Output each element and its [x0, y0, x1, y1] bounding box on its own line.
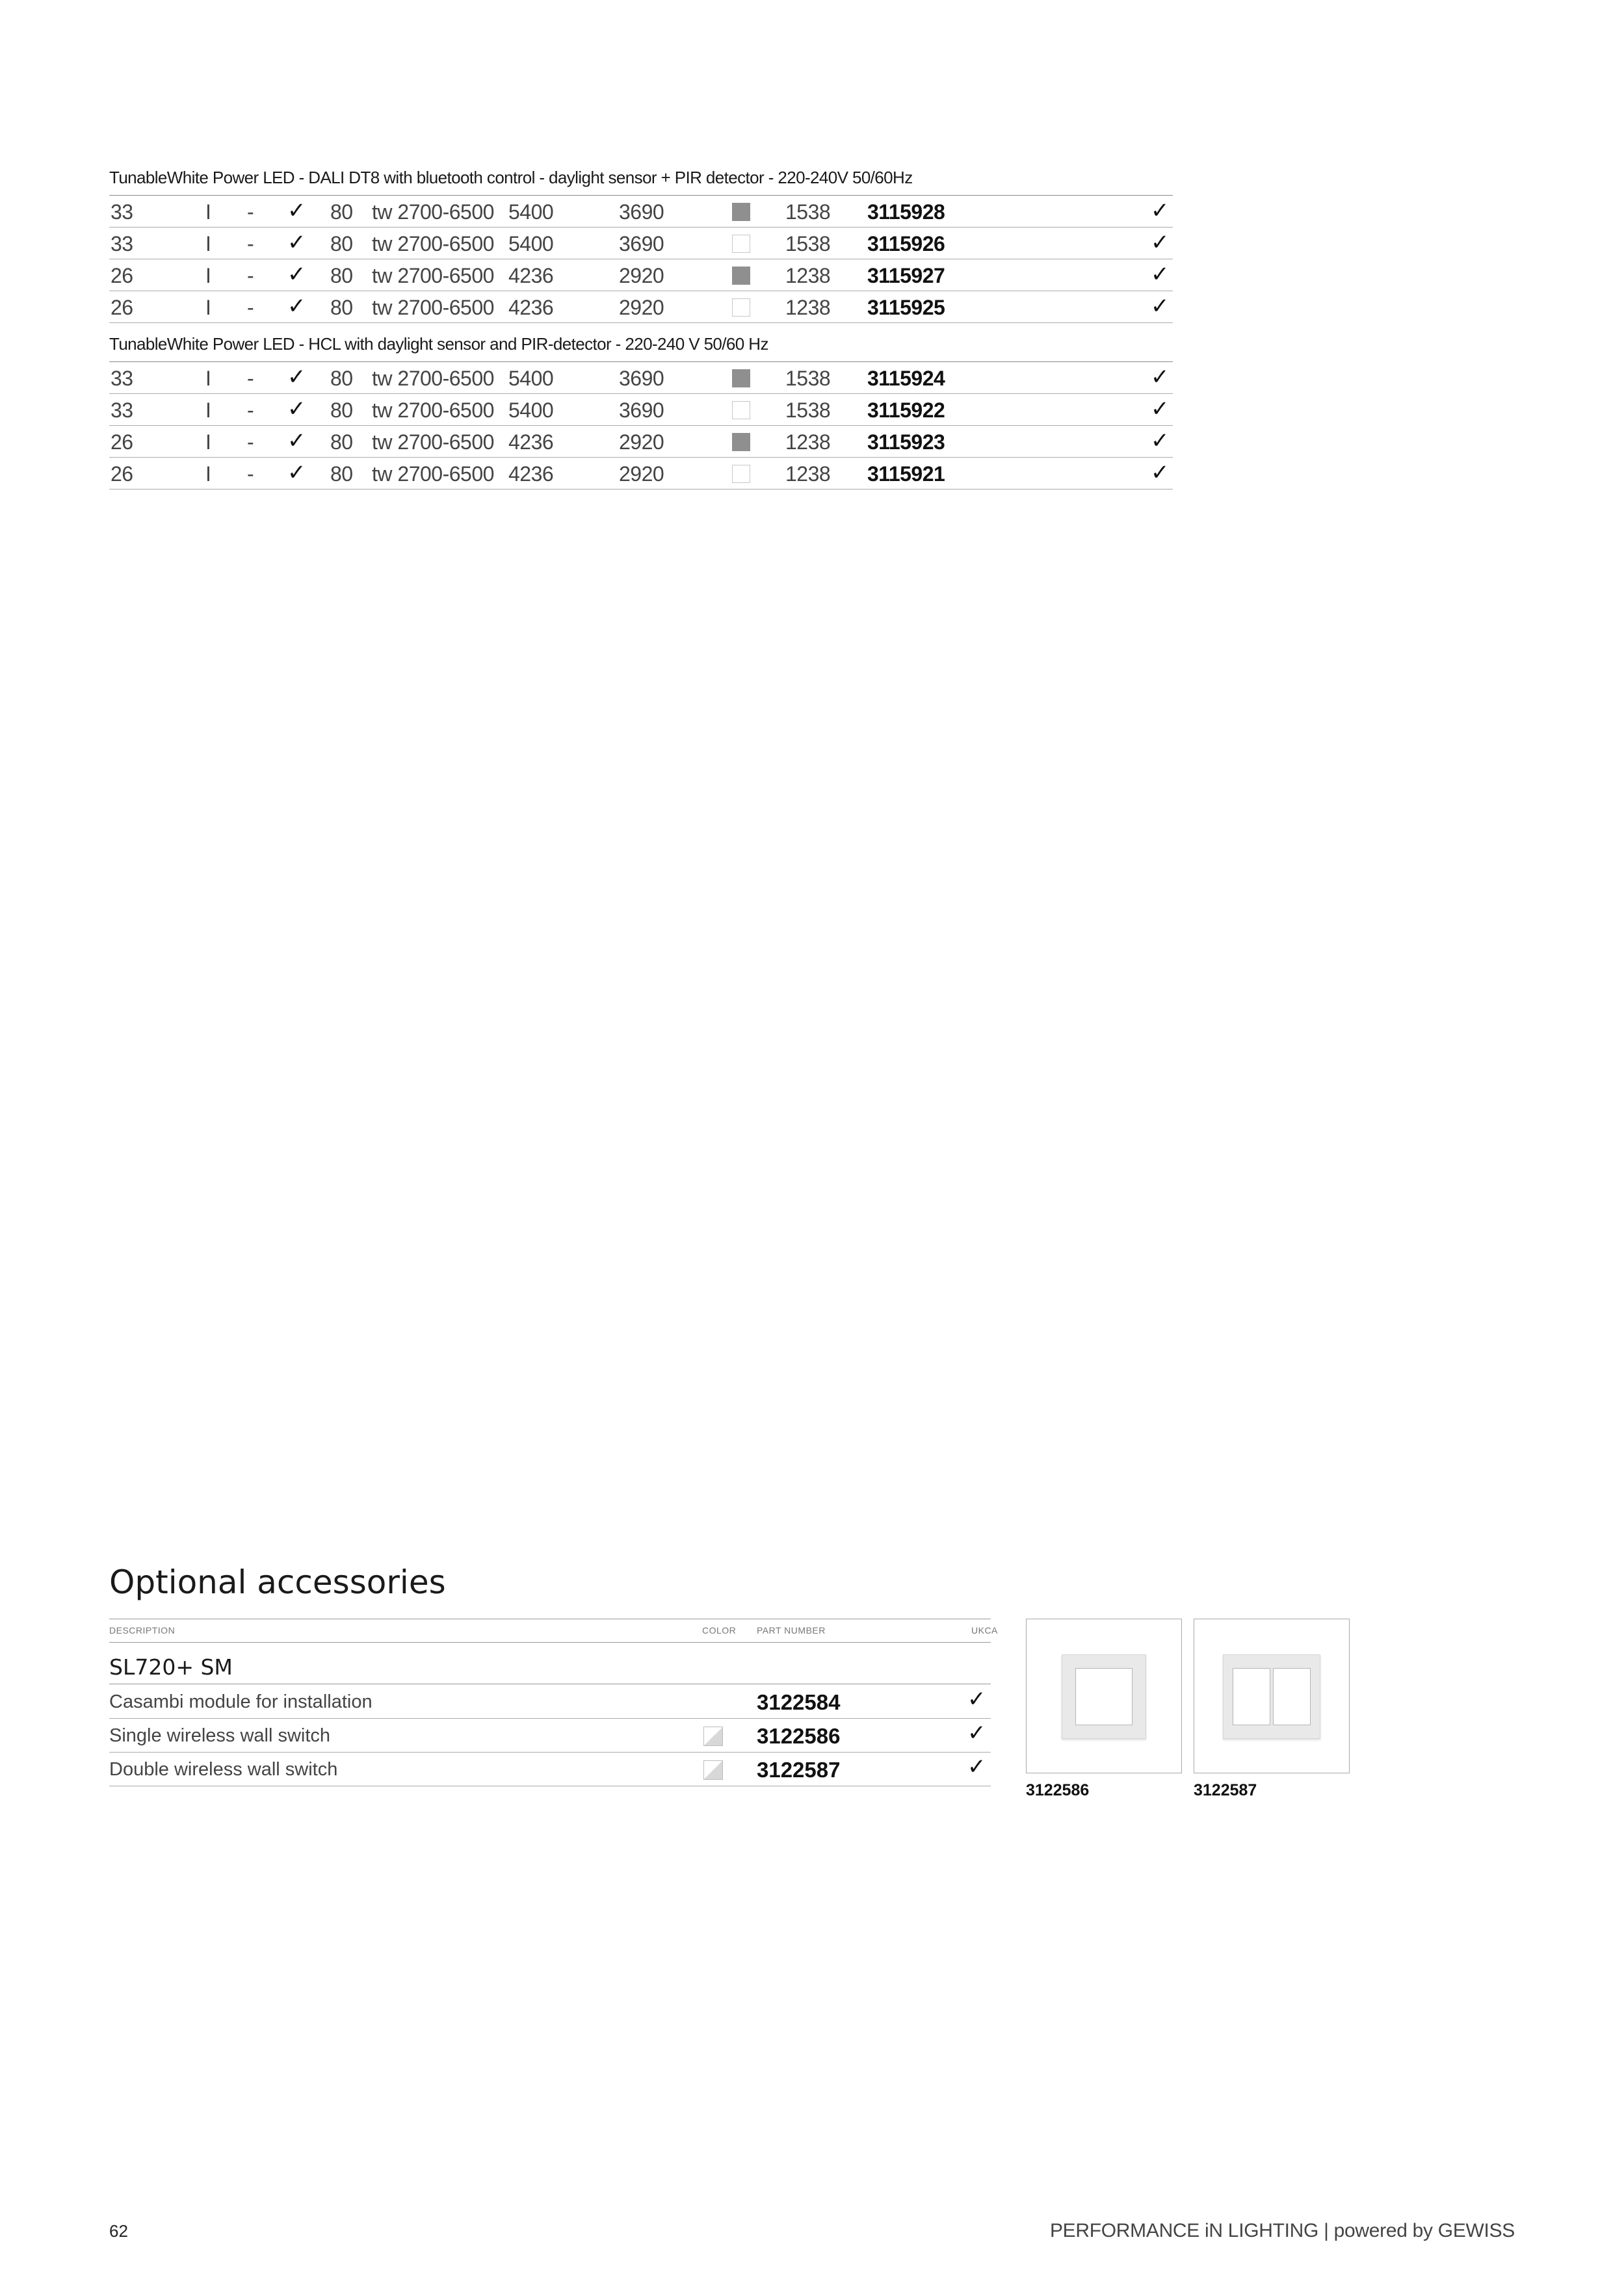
lumen-value: 3690	[619, 232, 664, 255]
power-value: 33	[111, 367, 133, 390]
header-description: DESCRIPTION	[109, 1625, 176, 1636]
thumbnail-caption: 3122587	[1194, 1781, 1257, 1799]
accessory-description: Casambi module for installation	[109, 1691, 373, 1712]
header-part-number: PART NUMBER	[757, 1625, 826, 1636]
dash-value: -	[247, 367, 254, 390]
accessory-row	[109, 1685, 991, 1719]
power-value: 26	[111, 430, 133, 454]
kelvin-value: 4236	[508, 462, 554, 486]
cri-value: 80	[330, 264, 353, 287]
power-value: 26	[111, 296, 133, 319]
kelvin-value: 5400	[508, 367, 554, 390]
ukca-check-icon: ✓	[1151, 428, 1169, 453]
length-value: 1238	[785, 462, 831, 486]
ukca-check-icon: ✓	[967, 1687, 986, 1712]
class-value: I	[205, 398, 211, 422]
thumbnail-caption: 3122586	[1026, 1781, 1090, 1799]
product-row	[109, 363, 1173, 394]
check-icon: ✓	[287, 428, 306, 453]
lumen-value: 2920	[619, 462, 664, 486]
cri-value: 80	[330, 398, 353, 422]
part-number: 3115926	[867, 232, 945, 255]
lumen-value: 2920	[619, 264, 664, 287]
switch-plate	[1223, 1654, 1320, 1739]
cri-value: 80	[330, 296, 353, 319]
kelvin-value: 4236	[508, 296, 554, 319]
ukca-check-icon: ✓	[1151, 230, 1169, 255]
class-value: I	[205, 232, 211, 255]
power-value: 33	[111, 232, 133, 255]
color-swatch-icon	[732, 203, 750, 221]
cri-value: 80	[330, 430, 353, 454]
class-value: I	[205, 367, 211, 390]
part-number: 3115928	[867, 200, 945, 224]
product-row	[109, 260, 1173, 291]
ukca-check-icon: ✓	[1151, 365, 1169, 389]
ukca-check-icon: ✓	[1151, 262, 1169, 287]
single-switch-thumbnail	[1026, 1619, 1182, 1773]
cri-value: 80	[330, 462, 353, 486]
section-rule	[109, 195, 1173, 196]
header-color: COLOR	[702, 1625, 737, 1636]
class-value: I	[205, 430, 211, 454]
header-ukca: UKCA	[971, 1625, 998, 1636]
class-value: I	[205, 264, 211, 287]
section-title-hcl: TunableWhite Power LED - HCL with daylight sensor and PIR-detector - 220-240 V 50/60 Hz	[109, 334, 768, 354]
part-number: 3115925	[867, 296, 945, 319]
lumen-value: 2920	[619, 296, 664, 319]
color-swatch-icon	[732, 267, 750, 285]
ukca-check-icon: ✓	[1151, 460, 1169, 485]
accessory-row	[109, 1753, 991, 1786]
accessory-part-number: 3122587	[757, 1758, 841, 1782]
power-value: 33	[111, 200, 133, 224]
tunable-range: tw 2700-6500	[372, 232, 494, 255]
color-swatch-icon	[732, 465, 750, 483]
dash-value: -	[247, 232, 254, 255]
dash-value: -	[247, 462, 254, 486]
check-icon: ✓	[287, 460, 306, 485]
section-rule	[109, 361, 1173, 362]
part-number: 3115922	[867, 398, 945, 422]
color-swatch-icon	[732, 401, 750, 419]
kelvin-value: 5400	[508, 200, 554, 224]
lumen-value: 3690	[619, 200, 664, 224]
color-swatch-icon	[732, 298, 750, 317]
accessory-row	[109, 1719, 991, 1753]
cri-value: 80	[330, 200, 353, 224]
switch-key-left	[1233, 1668, 1270, 1725]
check-icon: ✓	[287, 365, 306, 389]
product-row	[109, 395, 1173, 426]
accessory-part-number: 3122584	[757, 1690, 841, 1714]
part-number: 3115924	[867, 367, 945, 390]
tunable-range: tw 2700-6500	[372, 296, 494, 319]
dash-value: -	[247, 264, 254, 287]
accessory-part-number: 3122586	[757, 1724, 841, 1748]
product-row	[109, 426, 1173, 458]
check-icon: ✓	[287, 294, 306, 319]
check-icon: ✓	[287, 397, 306, 421]
lumen-value: 3690	[619, 367, 664, 390]
accessories-heading: Optional accessories	[109, 1563, 446, 1601]
dash-value: -	[247, 200, 254, 224]
class-value: I	[205, 296, 211, 319]
dash-value: -	[247, 398, 254, 422]
switch-key	[1075, 1668, 1133, 1725]
color-swatch-icon	[703, 1760, 723, 1780]
class-value: I	[205, 200, 211, 224]
ukca-check-icon: ✓	[967, 1721, 986, 1745]
power-value: 26	[111, 264, 133, 287]
accessory-description: Single wireless wall switch	[109, 1725, 331, 1746]
page-number: 62	[109, 2221, 128, 2241]
accessory-description: Double wireless wall switch	[109, 1759, 338, 1780]
ukca-check-icon: ✓	[1151, 397, 1169, 421]
length-value: 1238	[785, 296, 831, 319]
color-swatch-icon	[732, 369, 750, 387]
check-icon: ✓	[287, 230, 306, 255]
double-switch-thumbnail	[1194, 1619, 1350, 1773]
kelvin-value: 4236	[508, 430, 554, 454]
lumen-value: 3690	[619, 398, 664, 422]
accessories-group-title: SL720+ SM	[109, 1654, 233, 1680]
footer-brand: PERFORMANCE iN LIGHTING | powered by GEWISS	[1049, 2220, 1515, 2241]
switch-plate	[1062, 1654, 1146, 1739]
tunable-range: tw 2700-6500	[372, 398, 494, 422]
switch-key-right	[1273, 1668, 1311, 1725]
kelvin-value: 4236	[508, 264, 554, 287]
length-value: 1238	[785, 264, 831, 287]
power-value: 26	[111, 462, 133, 486]
check-icon: ✓	[287, 262, 306, 287]
part-number: 3115923	[867, 430, 945, 454]
length-value: 1538	[785, 398, 831, 422]
length-value: 1538	[785, 232, 831, 255]
part-number: 3115921	[867, 462, 945, 486]
section-title-dali: TunableWhite Power LED - DALI DT8 with bluetooth control - daylight sensor + PIR detector - 220-240V 50/60Hz	[109, 168, 913, 187]
color-swatch-icon	[732, 433, 750, 451]
dash-value: -	[247, 430, 254, 454]
power-value: 33	[111, 398, 133, 422]
tunable-range: tw 2700-6500	[372, 462, 494, 486]
ukca-check-icon: ✓	[1151, 294, 1169, 319]
tunable-range: tw 2700-6500	[372, 200, 494, 224]
length-value: 1538	[785, 200, 831, 224]
dash-value: -	[247, 296, 254, 319]
cri-value: 80	[330, 367, 353, 390]
length-value: 1238	[785, 430, 831, 454]
check-icon: ✓	[287, 198, 306, 223]
accessories-header-rule	[109, 1642, 991, 1643]
product-row	[109, 458, 1173, 489]
class-value: I	[205, 462, 211, 486]
cri-value: 80	[330, 232, 353, 255]
ukca-check-icon: ✓	[1151, 198, 1169, 223]
kelvin-value: 5400	[508, 398, 554, 422]
tunable-range: tw 2700-6500	[372, 264, 494, 287]
lumen-value: 2920	[619, 430, 664, 454]
product-row	[109, 196, 1173, 228]
tunable-range: tw 2700-6500	[372, 430, 494, 454]
color-swatch-icon	[703, 1727, 723, 1746]
product-row	[109, 228, 1173, 259]
ukca-check-icon: ✓	[967, 1755, 986, 1779]
product-row	[109, 292, 1173, 323]
color-swatch-icon	[732, 235, 750, 253]
kelvin-value: 5400	[508, 232, 554, 255]
tunable-range: tw 2700-6500	[372, 367, 494, 390]
part-number: 3115927	[867, 264, 945, 287]
length-value: 1538	[785, 367, 831, 390]
